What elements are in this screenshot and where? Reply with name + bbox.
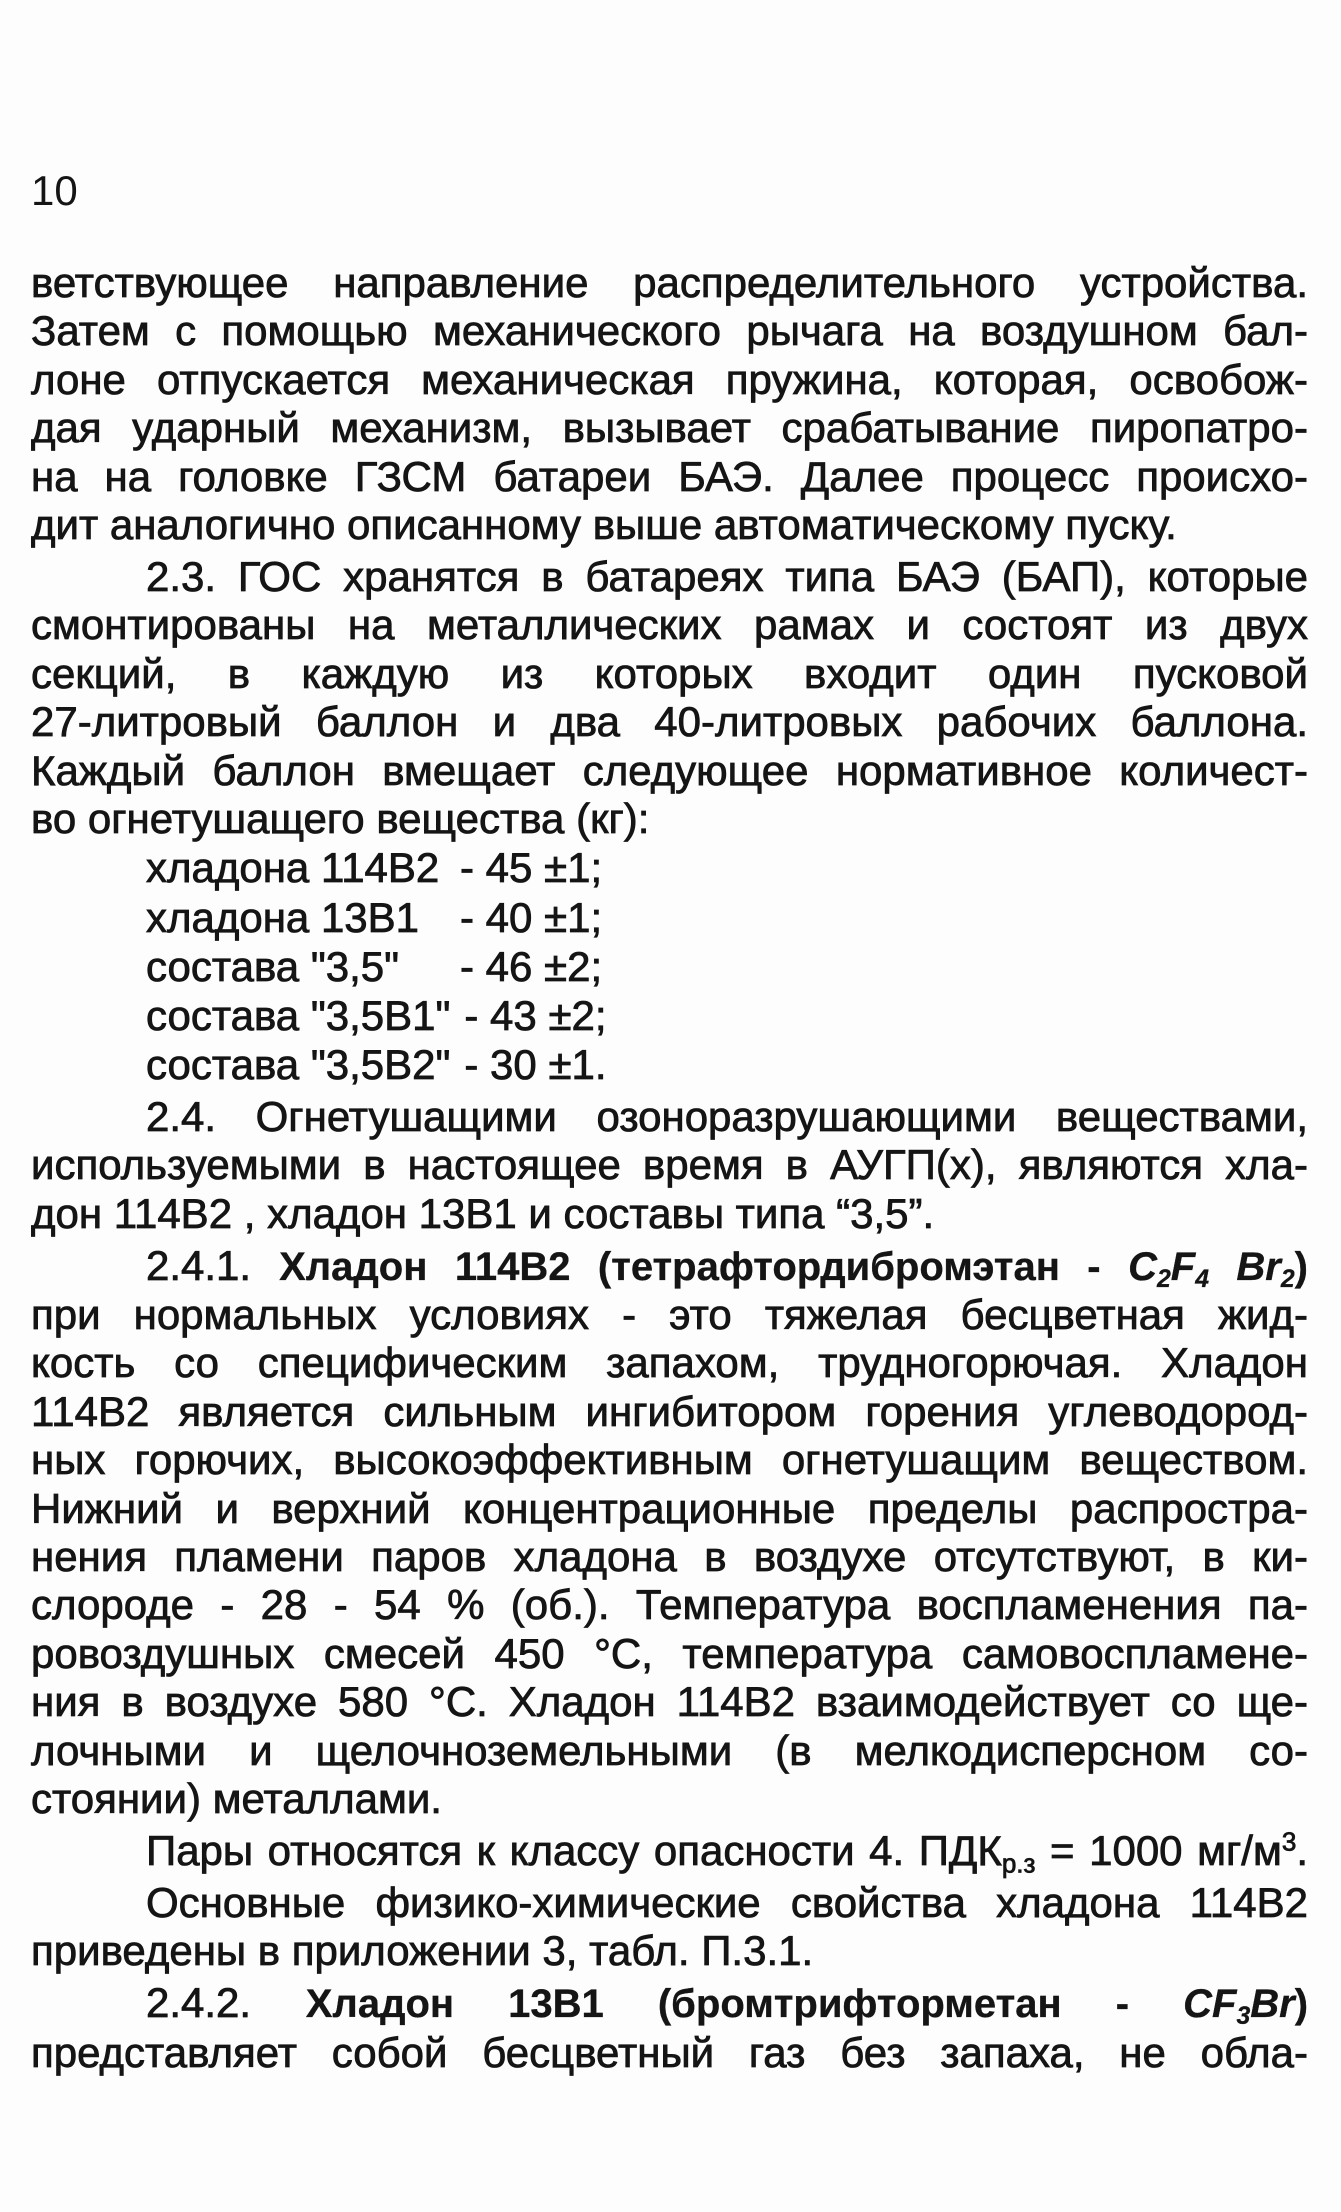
text-line bbox=[31, 1979, 1309, 2031]
hazard-text: Пары относятся к классу опасности 4. ПДК bbox=[146, 1826, 1002, 1874]
text-line: слороде - 28 - 54 % (об.). Температура воспламенения па- bbox=[31, 1581, 1308, 1629]
text-line bbox=[31, 1826, 1308, 1879]
text-line: 2.4. Огнетушащими озоноразрушающими веществами, bbox=[146, 1092, 1308, 1140]
text-line: ния в воздухе 580 °С. Хладон 114В2 взаимодействует со ще- bbox=[31, 1678, 1308, 1726]
formula-part: C bbox=[1128, 1244, 1157, 1289]
list-item bbox=[31, 991, 1308, 1040]
formula-subscript: 2 bbox=[1280, 1265, 1295, 1293]
pdk-subscript: р.з bbox=[1001, 1848, 1036, 1879]
text-line: представляет собой бесцветный газ без запаха, не обла- bbox=[31, 2028, 1308, 2076]
text-line: Основные физико-химические свойства хладона 114В2 bbox=[146, 1878, 1308, 1926]
text-line: ветствующее направление распределительного устройства. bbox=[31, 259, 1308, 306]
section-number: 2.4.1. bbox=[146, 1241, 252, 1289]
list-item bbox=[31, 843, 1308, 892]
text-line: дон 114В2 , хладон 13В1 и составы типа “3,5”. bbox=[31, 1189, 935, 1237]
text-line: Нижний и верхний концентрационные пределы распростра- bbox=[31, 1484, 1308, 1532]
text-line: 114В2 является сильным ингибитором горения углеводород- bbox=[31, 1387, 1308, 1435]
text-line: нения пламени паров хладона в воздухе отсутствуют, в ки- bbox=[31, 1533, 1308, 1581]
text-line: Каждый баллон вмещает следующее нормативное количест- bbox=[31, 746, 1308, 794]
list-item bbox=[31, 1040, 1308, 1089]
list-item bbox=[31, 893, 1308, 942]
list-item-value: - 40 ±1; bbox=[460, 893, 603, 941]
chemical-formula bbox=[1128, 1244, 1295, 1293]
formula-part: Br bbox=[1208, 1244, 1281, 1289]
text-line: смонтированы на металлических рамах и состоят из двух bbox=[31, 601, 1308, 649]
text-line: стоянии) металлами. bbox=[31, 1775, 442, 1823]
list-item-value: - 30 ±1. bbox=[464, 1041, 607, 1089]
text-line: 27-литровый баллон и два 40-литровых рабочих баллона. bbox=[31, 698, 1308, 746]
list-item-value: - 43 ±2; bbox=[464, 991, 607, 1039]
text-line: ровоздушных смесей 450 °С, температура самовоспламене- bbox=[31, 1629, 1308, 1677]
paragraph bbox=[31, 259, 1308, 549]
text-line: приведены в приложении 3, табл. П.3.1. bbox=[31, 1927, 814, 1975]
list-item-name: хладона 114В2 bbox=[146, 844, 440, 892]
formula-part: CF bbox=[1183, 1982, 1237, 2027]
hazard-value: = 1000 мг/м bbox=[1035, 1826, 1282, 1874]
paragraph-2-4-1 bbox=[31, 1242, 1308, 1824]
text-line: используемыми в настоящее время в АУГП(х), являются хла- bbox=[31, 1141, 1308, 1189]
formula-part: F bbox=[1170, 1244, 1196, 1289]
text-line: лочными и щелочноземельными (в мелкодисперсном со- bbox=[31, 1726, 1308, 1774]
list-item-value: - 46 ±2; bbox=[460, 942, 603, 990]
text-line: дит аналогично описанному выше автоматическому пуску. bbox=[31, 501, 1177, 549]
text-line: лоне отпускается механическая пружина, которая, освобож- bbox=[31, 355, 1308, 403]
formula-subscript: 3 bbox=[1236, 2003, 1251, 2031]
paragraph-properties bbox=[31, 1879, 1308, 1976]
heading-end: ) bbox=[1294, 1244, 1308, 1289]
text-line: на на головке ГЗСМ батареи БАЭ. Далее процесс происхо- bbox=[31, 452, 1308, 500]
heading-text: Хладон 13В1 (бромтрифторметан - bbox=[305, 1982, 1184, 2027]
list-item-name: хладона 13В1 bbox=[146, 893, 420, 941]
section-heading bbox=[305, 1982, 1309, 2031]
text-line: при нормальных условиях - это тяжелая бесцветная жид- bbox=[31, 1291, 1308, 1339]
list-item-name: состава "3,5В1" bbox=[146, 991, 451, 1039]
formula-subscript: 4 bbox=[1195, 1265, 1209, 1293]
page-number: 10 bbox=[31, 167, 78, 214]
text-line: секций, в каждую из которых входит один пусковой bbox=[31, 649, 1308, 697]
text-line: во огнетушащего вещества (кг): bbox=[31, 794, 650, 842]
formula-part: Br bbox=[1250, 1982, 1295, 2027]
heading-end: ) bbox=[1294, 1982, 1309, 2027]
paragraph-2-4 bbox=[31, 1093, 1308, 1238]
text-line bbox=[31, 1242, 1308, 1291]
formula-subscript: 2 bbox=[1156, 1265, 1171, 1293]
text-line: Затем с помощью механического рычага на воздушном бал- bbox=[31, 307, 1308, 355]
body-text bbox=[31, 259, 1308, 2077]
text-line: дая ударный механизм, вызывает срабатывание пиропатро- bbox=[31, 404, 1308, 452]
text-line: кость со специфическим запахом, трудногорючая. Хладон bbox=[31, 1339, 1308, 1387]
list-item bbox=[31, 942, 1308, 991]
chemical-formula bbox=[1183, 1982, 1295, 2031]
hazard-end: . bbox=[1296, 1826, 1308, 1874]
section-heading bbox=[279, 1244, 1308, 1293]
text-line: ных горючих, высокоэффективным огнетушащим веществом. bbox=[31, 1436, 1308, 1484]
paragraph-hazard bbox=[31, 1826, 1308, 1879]
unit-superscript: 3 bbox=[1281, 1826, 1297, 1857]
text-line: 2.3. ГОС хранятся в батареях типа БАЭ (БАП), которые bbox=[146, 552, 1308, 600]
list-item-name: состава "3,5" bbox=[146, 942, 400, 990]
paragraph-2-3 bbox=[31, 553, 1308, 843]
list-item-name: состава "3,5В2" bbox=[146, 1041, 451, 1089]
list-item-value: - 45 ±1; bbox=[460, 844, 603, 892]
section-number: 2.4.2. bbox=[146, 1979, 252, 2027]
quantity-list bbox=[31, 843, 1308, 1089]
paragraph-2-4-2 bbox=[31, 1979, 1308, 2077]
heading-text: Хладон 114В2 (тетрафтордибромэтан - bbox=[279, 1244, 1129, 1289]
